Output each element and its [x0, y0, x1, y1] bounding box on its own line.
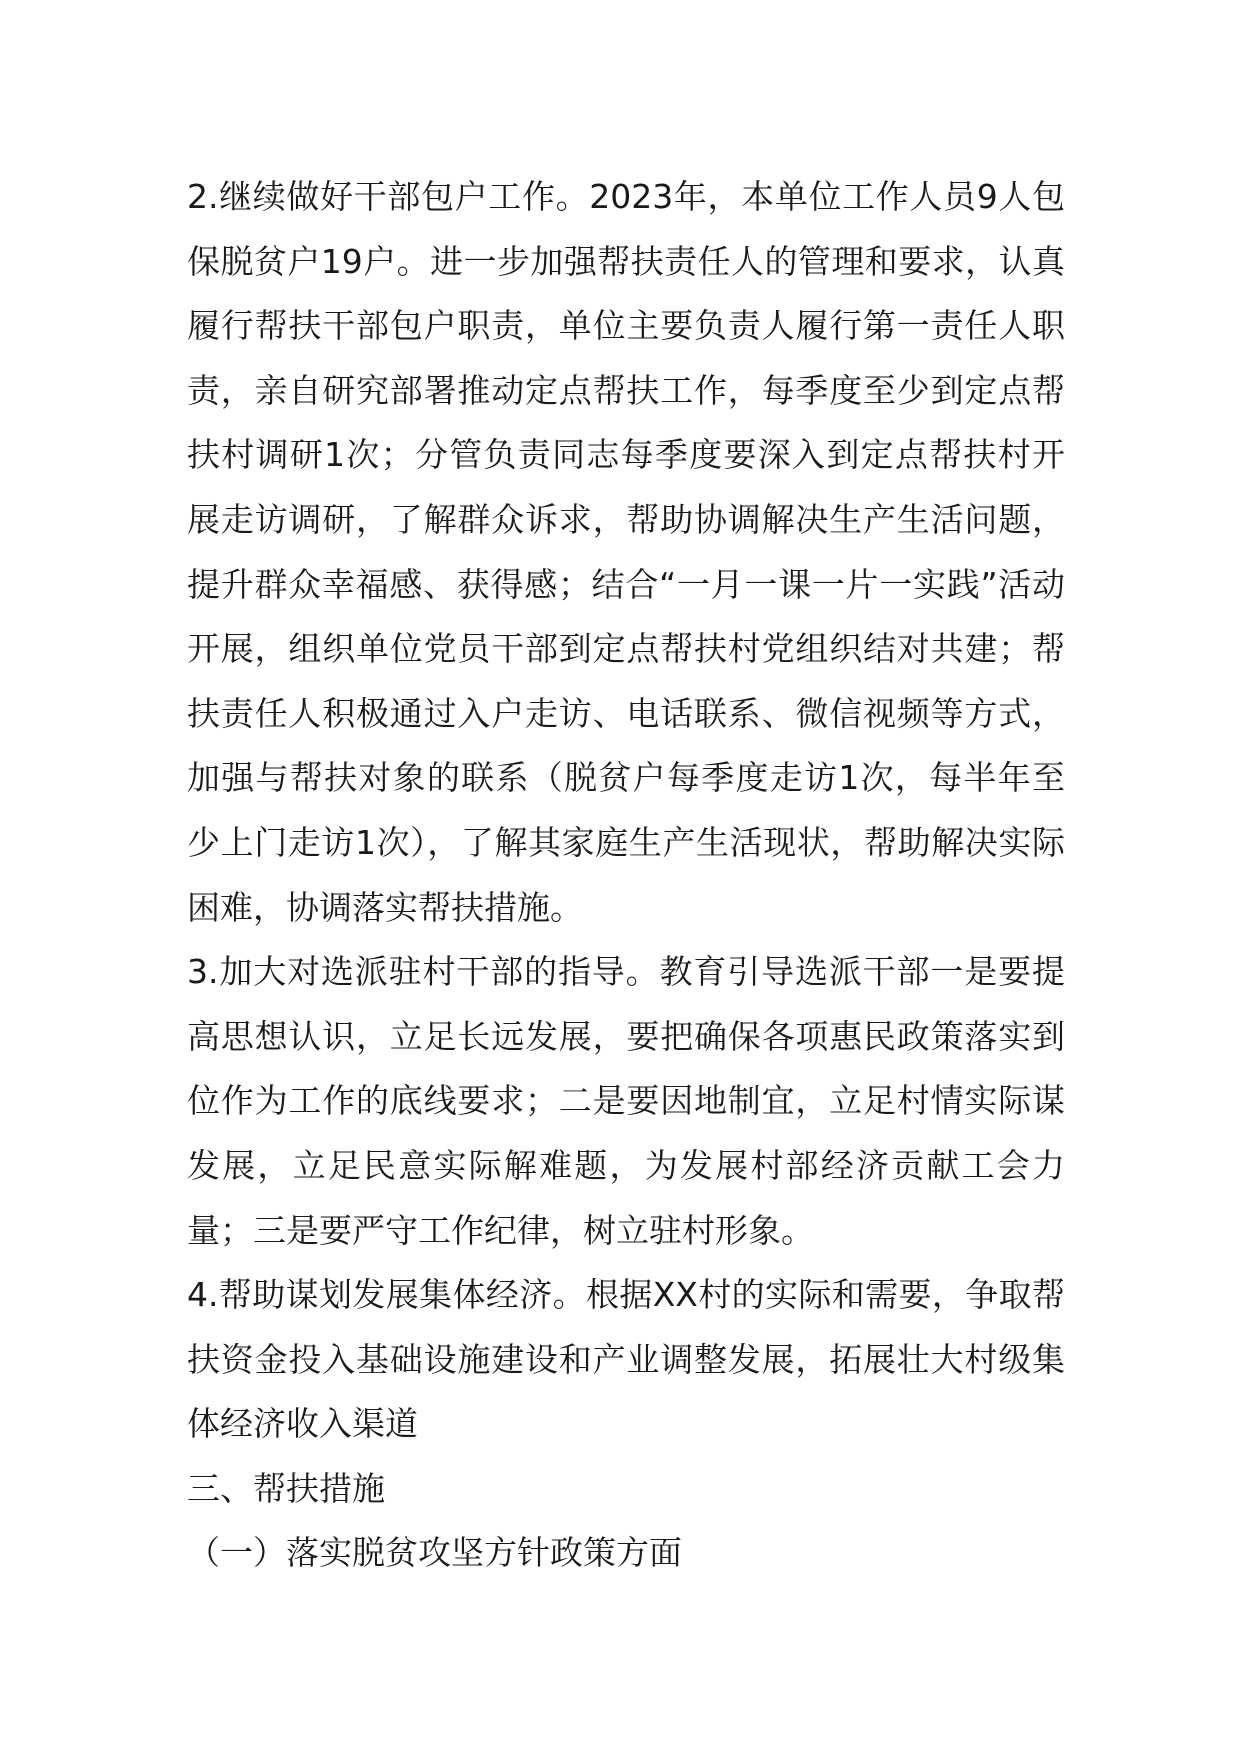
paragraph-cadre-household-work: 2.继续做好干部包户工作。2023年，本单位工作人员9人包保脱贫户19户。进一步加强帮扶责任人的管理和要求，认真履行帮扶干部包户职责，单位主要负责人履行第一责任人职责，亲自研究部署推动定点帮扶工作，每季度至少到定点帮扶村调研1次；分管负责同志每季度要深入到定点帮扶村开展走访调研，了解群众诉求，帮助协调解决生产生活问题，提升群众幸福感、获得感；结合“一月一课一片一实践”活动开展，组织单位党员干部到定点帮扶村党组织结对共建；帮扶责任人积极通过入户走访、电话联系、微信视频等方式，加强与帮扶对象的联系（脱贫户每季度走访1次，每半年至少上门走访1次），了解其家庭生产生活现状，帮助解决实际困难，协调落实帮扶措施。: [187, 177, 1065, 927]
document-body: [187, 165, 1065, 1586]
paragraph-resident-cadre-guidance: 3.加大对选派驻村干部的指导。教育引导选派干部一是要提高思想认识，立足长远发展，要把确保各项惠民政策落实到位作为工作的底线要求；二是要因地制宜，立足村情实际谋发展，立足民意实际解难题，为发展村部经济贡献工会力量；三是要严守工作纪律，树立驻村形象。: [187, 952, 1065, 1250]
section-heading-assistance-measures: 三、帮扶措施: [187, 1468, 385, 1508]
paragraph-collective-economy: 4.帮助谋划发展集体经济。根据XX村的实际和需要，争取帮扶资金投入基础设施建设和产业调整发展，拓展壮大村级集体经济收入渠道: [187, 1275, 1065, 1444]
subsection-heading-policy-implementation: （一）落实脱贫攻坚方针政策方面: [187, 1533, 682, 1573]
